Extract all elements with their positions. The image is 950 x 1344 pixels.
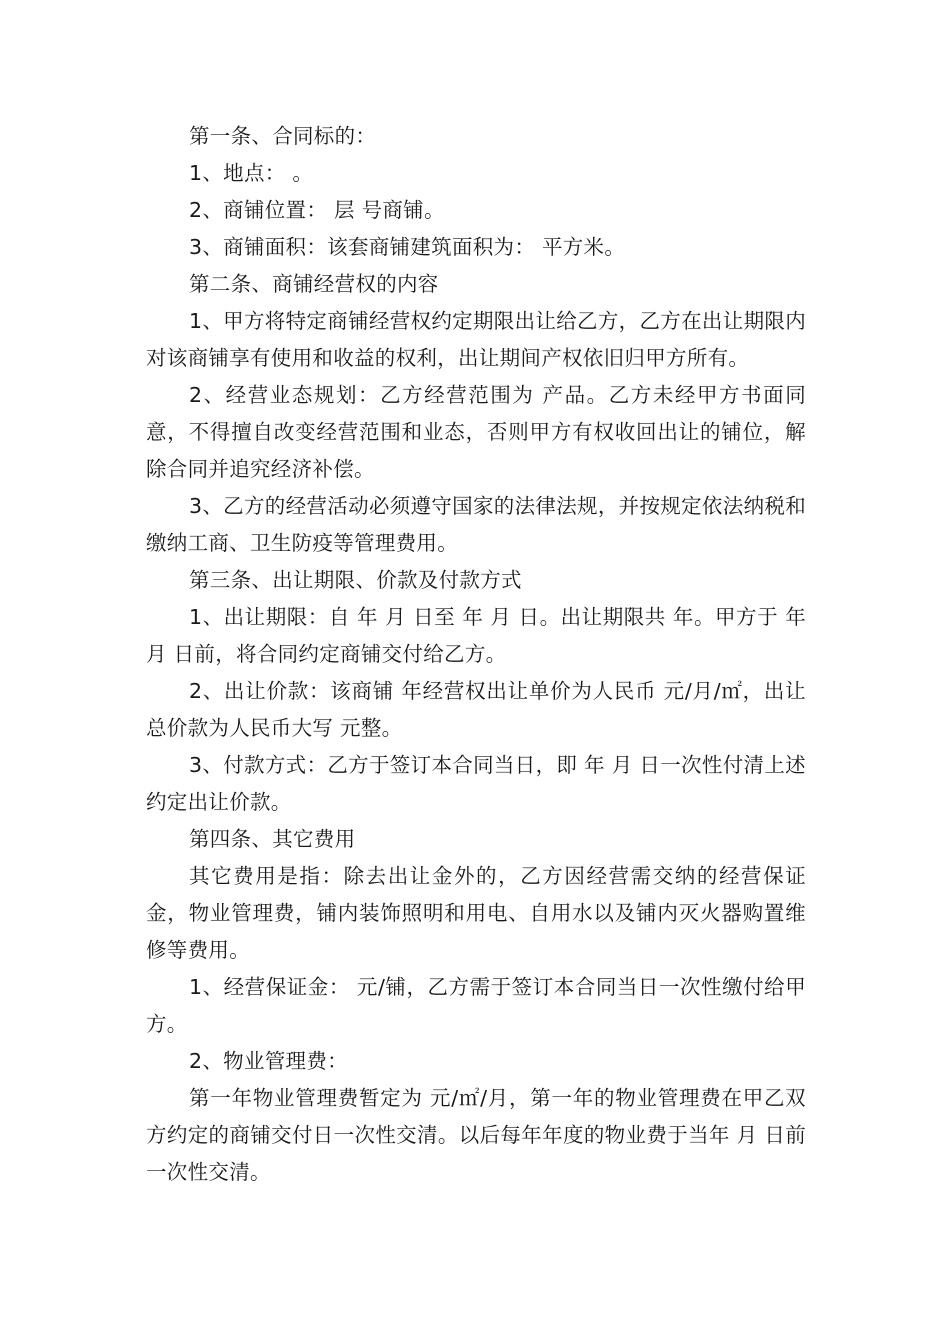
- heading-article-3: 第三条、出让期限、价款及付款方式: [189, 568, 522, 592]
- clause-transfer-price: 2、出让价款：该商铺 年经营权出让单价为人民币 元/月/㎡，出让总价款为人民币大写 元整。: [146, 679, 806, 740]
- heading-article-2: 第二条、商铺经营权的内容: [189, 272, 439, 296]
- clause-payment-method: 3、付款方式：乙方于签订本合同当日，即 年 月 日一次性付清上述约定出让价款。: [146, 753, 806, 814]
- clause-business-scope: 2、经营业态规划：乙方经营范围为 产品。乙方未经甲方书面同意，不得擅自改变经营范围和业态，否则甲方有权收回出让的铺位，解除合同并追究经济补偿。: [146, 383, 806, 481]
- clause-transfer-term: 1、出让期限：自 年 月 日至 年 月 日。出让期限共 年。甲方于 年 月 日前，将合同约定商铺交付给乙方。: [146, 605, 806, 666]
- heading-article-4: 第四条、其它费用: [189, 827, 356, 851]
- clause-other-fees: 其它费用是指：除去出让金外的，乙方因经营需交纳的经营保证金，物业管理费，铺内装饰照明和用电、自用水以及铺内灭火器购置维修等费用。: [146, 864, 806, 962]
- clause-shop-position: 2、商铺位置： 层 号商铺。: [189, 198, 445, 222]
- heading-article-1: 第一条、合同标的：: [189, 124, 377, 148]
- clause-deposit: 1、经营保证金： 元/铺，乙方需于签订本合同当日一次性缴付给甲方。: [146, 975, 806, 1036]
- clause-shop-area: 3、商铺面积：该套商铺建筑面积为： 平方米。: [189, 235, 626, 259]
- document-body: [146, 118, 806, 1191]
- clause-location: 1、地点： 。: [189, 161, 314, 185]
- clause-legal-compliance: 3、乙方的经营活动必须遵守国家的法律法规，并按规定依法纳税和缴纳工商、卫生防疫等管理费用。: [146, 494, 806, 555]
- clause-transfer-rights: 1、甲方将特定商铺经营权约定期限出让给乙方，乙方在出让期限内对该商铺享有使用和收益的权利，出让期间产权依旧归甲方所有。: [146, 309, 806, 370]
- clause-property-fee-detail: 第一年物业管理费暂定为 元/㎡/月，第一年的物业管理费在甲乙双方约定的商铺交付日一次性交清。以后每年年度的物业费于当年 月 日前一次性交清。: [146, 1086, 806, 1184]
- clause-property-fee-heading: 2、物业管理费：: [189, 1049, 348, 1073]
